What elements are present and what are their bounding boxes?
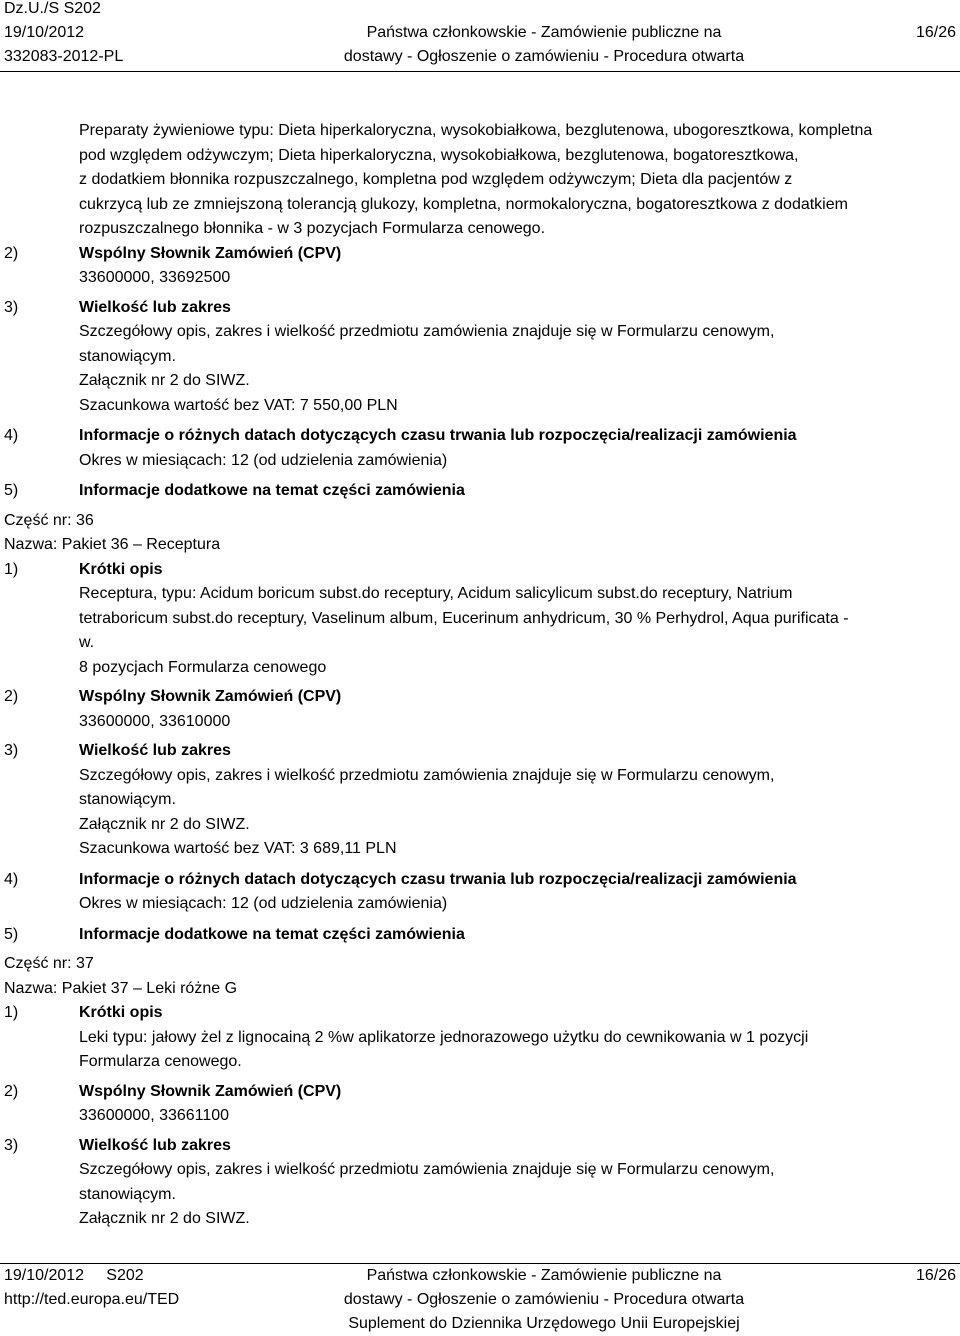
size-line: Załącznik nr 2 do SIWZ. (79, 815, 250, 833)
section-title: Krótki opis (79, 1004, 163, 1021)
section-number: 2) (4, 688, 19, 705)
dates-value: Okres w miesiącach: 12 (od udzielenia zamówienia) (79, 895, 448, 912)
header-title (0, 21, 960, 69)
size-description (0, 320, 960, 418)
section-number: 1) (4, 1004, 19, 1021)
footer-page-number: 16/26 (915, 1267, 956, 1284)
section-title: Wspólny Słownik Zamówień (CPV) (79, 244, 342, 262)
short-description (0, 1026, 960, 1075)
section-size (0, 296, 960, 321)
intro-line: pod względem odżywczym; Dieta hiperkaloryczna, wysokobiałkowa, bezglutenowa, bogatoresztkowa, (79, 146, 799, 164)
section-title: Wspólny Słownik Zamówień (CPV) (79, 1082, 342, 1100)
section-extra-info (0, 923, 960, 948)
header-title-line1: Państwa członkowskie - Zamówienie publiczne na (366, 24, 722, 41)
cpv-codes: 33600000, 33661100 (79, 1107, 230, 1124)
header-doc-id: Dz.U./S S202 (4, 0, 101, 17)
size-description (0, 1158, 960, 1232)
section-number: 2) (4, 244, 19, 262)
header-title-line2: dostawy - Ogłoszenie o zamówieniu - Procedura otwarta (343, 48, 745, 65)
footer-url-link[interactable]: http://ted.europa.eu/TED (4, 1291, 180, 1308)
description-line: w. (79, 634, 95, 651)
section-cpv (0, 685, 960, 710)
intro-line: rozpuszczalnego błonnika - w 3 pozycjach Formularza cenowego. (79, 220, 546, 237)
section-size (0, 739, 960, 764)
page-footer (0, 1262, 960, 1334)
section-number: 3) (4, 742, 19, 759)
section-short-description (0, 558, 960, 583)
header-date: 19/10/2012 (4, 24, 85, 41)
section-title: Wielkość lub zakres (79, 1136, 231, 1154)
size-line: Szczegółowy opis, zakres i wielkość przedmiotu zamówienia znajduje się w Formularzu cenowym, (79, 766, 775, 784)
size-line: Szczegółowy opis, zakres i wielkość przedmiotu zamówienia znajduje się w Formularzu cenowym, (79, 323, 775, 340)
footer-date-code: 19/10/2012 S202 (4, 1267, 144, 1284)
intro-line: z dodatkiem błonnika rozpuszczalnego, kompletna pod względem odżywczym; Dieta dla pacjentów z (79, 171, 793, 188)
estimated-value: Szacunkowa wartość bez VAT: 3 689,11 PLN (79, 840, 397, 857)
header-page-number: 16/26 (915, 24, 956, 41)
short-description (0, 582, 960, 680)
intro-line: Preparaty żywieniowe typu: Dieta hiperkaloryczna, wysokobiałkowa, bezglutenowa, ubogoresztkowa, kompletna (79, 122, 873, 139)
section-title: Wspólny Słownik Zamówień (CPV) (79, 688, 342, 705)
part-number: Część nr: 36 (4, 511, 94, 529)
description-line: Receptura, typu: Acidum boricum subst.do receptury, Acidum salicylicum subst.do receptury, Natrium (79, 585, 793, 602)
section-cpv (0, 242, 960, 267)
section-number: 1) (4, 560, 19, 578)
footer-title-line1: Państwa członkowskie - Zamówienie publiczne na (366, 1267, 722, 1284)
footer-title-line2: dostawy - Ogłoszenie o zamówieniu - Procedura otwarta (343, 1291, 745, 1308)
footer-title (0, 1264, 960, 1336)
part-name: Nazwa: Pakiet 37 – Leki różne G (4, 979, 238, 997)
section-dates (0, 868, 960, 893)
size-line: Załącznik nr 2 do SIWZ. (79, 372, 250, 389)
section-title: Informacje dodatkowe na temat części zamówienia (79, 482, 465, 499)
section-title: Informacje dodatkowe na temat części zamówienia (79, 925, 465, 943)
section-number: 4) (4, 870, 19, 888)
cpv-codes: 33600000, 33692500 (79, 269, 231, 286)
dates-value: Okres w miesiącach: 12 (od udzielenia zamówienia) (79, 451, 448, 469)
description-line: 8 pozycjach Formularza cenowego (79, 658, 327, 676)
intro-line: cukrzycą lub ze zmniejszoną tolerancją glukozy, kompletna, normokaloryczna, bogatoresztkowa z dodatkiem (79, 195, 848, 213)
cpv-codes: 33600000, 33610000 (79, 712, 231, 730)
description-line: Leki typu: jałowy żel z lignocainą 2 %w aplikatorze jednorazowego użytku do cewnikowania w 1 pozycji (79, 1028, 809, 1046)
section-cpv (0, 1080, 960, 1105)
footer-title-line3: Suplement do Dziennika Urzędowego Unii Europejskiej (348, 1315, 740, 1332)
section-number: 3) (4, 298, 19, 316)
section-dates (0, 424, 960, 449)
size-line: stanowiącym. (79, 347, 176, 365)
size-line: stanowiącym. (79, 1185, 176, 1203)
section-number: 5) (4, 925, 19, 943)
section-size (0, 1134, 960, 1159)
section-title: Krótki opis (79, 560, 163, 578)
section-number: 4) (4, 427, 19, 444)
part-number: Część nr: 37 (4, 955, 94, 972)
section-title: Informacje o różnych datach dotyczących czasu trwania lub rozpoczęcia/realizacji zamówienia (79, 870, 797, 888)
size-line: stanowiącym. (79, 791, 176, 808)
section-extra-info (0, 479, 960, 504)
intro-paragraph (0, 119, 960, 242)
size-line: Szczegółowy opis, zakres i wielkość przedmiotu zamówienia znajduje się w Formularzu cenowym, (79, 1161, 775, 1178)
estimated-value: Szacunkowa wartość bez VAT: 7 550,00 PLN (79, 396, 398, 414)
section-title: Wielkość lub zakres (79, 298, 231, 316)
description-line: tetraboricum subst.do receptury, Vaselinum album, Eucerinum anhydricum, 30 % Perhydrol, Aqua purificata - (79, 609, 849, 627)
section-title: Wielkość lub zakres (79, 742, 231, 759)
section-number: 5) (4, 482, 19, 499)
section-short-description (0, 1001, 960, 1026)
section-number: 3) (4, 1136, 19, 1154)
page-header (0, 0, 960, 72)
size-line: Załącznik nr 2 do SIWZ. (79, 1210, 250, 1227)
size-description (0, 764, 960, 862)
description-line: Formularza cenowego. (79, 1053, 242, 1070)
section-title: Informacje o różnych datach dotyczących czasu trwania lub rozpoczęcia/realizacji zamówienia (79, 427, 797, 444)
document-body (0, 119, 960, 1232)
section-number: 2) (4, 1082, 19, 1100)
part-name: Nazwa: Pakiet 36 – Receptura (4, 536, 221, 553)
header-ref: 332083-2012-PL (4, 48, 124, 65)
